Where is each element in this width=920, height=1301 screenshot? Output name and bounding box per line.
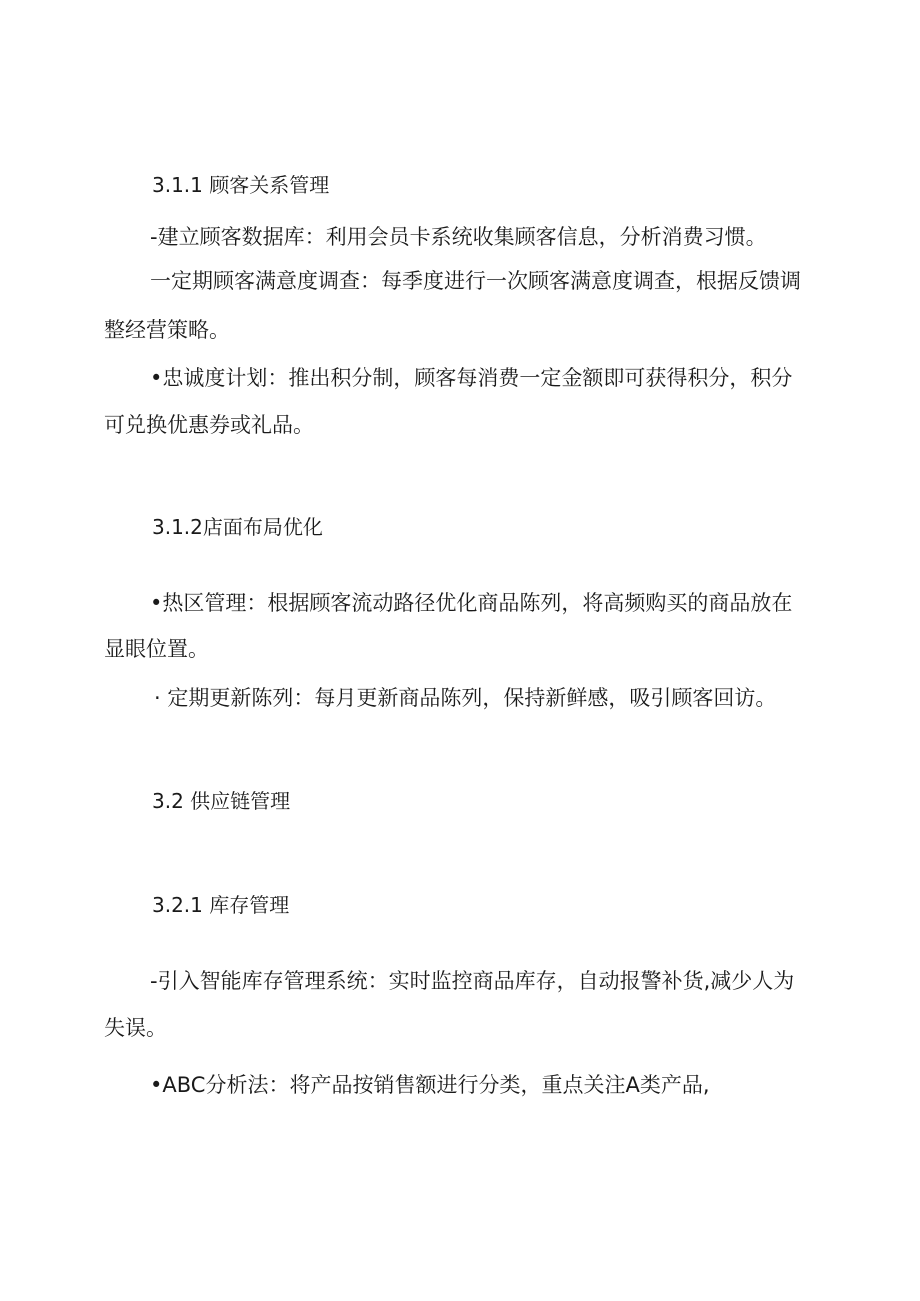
paragraph-line: •ABC分析法：将产品按销售额进行分类，重点关注A类产品,: [150, 1073, 710, 1097]
section-heading-3-2-1: 3.2.1 库存管理: [152, 893, 290, 917]
paragraph-line: · 定期更新陈列：每月更新商品陈列，保持新鲜感，吸引顾客回访。: [154, 686, 777, 710]
section-heading-3-1-1: 3.1.1 顾客关系管理: [152, 173, 330, 197]
paragraph-line: -建立顾客数据库：利用会员卡系统收集顾客信息，分析消费习惯。: [150, 225, 767, 249]
paragraph-line: •忠诚度计划：推出积分制，顾客每消费一定金额即可获得积分，积分: [150, 366, 793, 390]
section-heading-3-1-2: 3.1.2店面布局优化: [152, 515, 323, 539]
paragraph-line: -引入智能库存管理系统：实时监控商品库存，自动报警补货,减少人为: [150, 969, 795, 993]
paragraph-line: 显眼位置。: [104, 637, 209, 661]
paragraph-line: 失误。: [104, 1016, 167, 1040]
paragraph-line: •热区管理：根据顾客流动路径优化商品陈列，将高频购买的商品放在: [150, 591, 793, 615]
paragraph-line: 一定期顾客满意度调查：每季度进行一次顾客满意度调查，根据反馈调: [150, 269, 801, 293]
section-heading-3-2: 3.2 供应链管理: [152, 789, 291, 813]
paragraph-line: 整经营策略。: [104, 318, 230, 342]
paragraph-line: 可兑换优惠券或礼品。: [104, 413, 314, 437]
